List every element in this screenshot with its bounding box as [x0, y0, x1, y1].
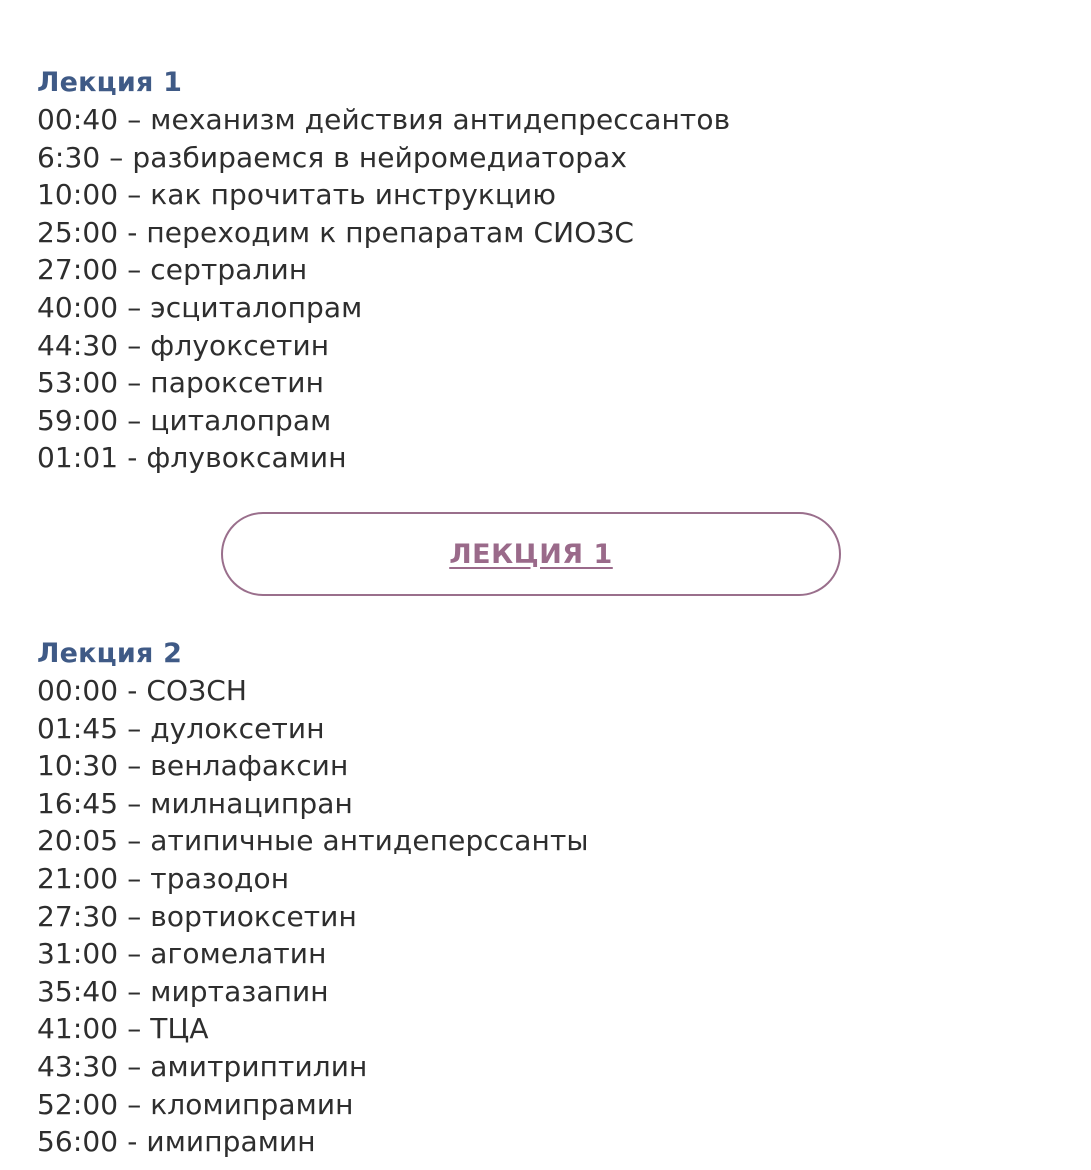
timecode-item: 40:00 – эсциталопрам — [37, 290, 363, 324]
timecode-item: 35:40 – миртазапин — [37, 974, 329, 1008]
timecode-item: 41:00 – ТЦА — [37, 1012, 209, 1046]
timecode-item: 52:00 – кломипрамин — [37, 1087, 354, 1121]
timecode-item: 01:45 – дулоксетин — [37, 711, 325, 745]
timecode-item: 27:00 – сертралин — [37, 253, 308, 287]
lecture-1-link-button[interactable] — [221, 512, 841, 596]
timecode-item: 43:30 – амитриптилин — [37, 1049, 368, 1083]
lecture-2-heading: Лекция 2 — [37, 638, 183, 669]
timecode-item: 21:00 – тразодон — [37, 861, 290, 895]
timecode-item: 31:00 – агомелатин — [37, 937, 327, 971]
timecode-item: 6:30 – разбираемся в нейромедиаторах — [37, 140, 628, 174]
timecode-item: 53:00 – пароксетин — [37, 366, 325, 400]
lecture-1-link-label: ЛЕКЦИЯ 1 — [449, 538, 613, 570]
timecode-item: 27:30 – вортиоксетин — [37, 899, 357, 933]
timecode-item: 44:30 – флуоксетин — [37, 328, 330, 362]
timecode-item: 25:00 - переходим к препаратам СИОЗС — [37, 215, 635, 249]
timecode-item: 56:00 - имипрамин — [37, 1125, 316, 1159]
lecture-1-section — [37, 64, 1037, 477]
timecode-item: 16:45 – милнаципран — [37, 786, 353, 820]
timecode-item: 59:00 – циталопрам — [37, 403, 332, 437]
timecode-item: 00:00 - СОЗСН — [37, 674, 248, 707]
lecture-1-heading: Лекция 1 — [37, 67, 183, 98]
timecode-item: 20:05 – атипичные антидеперссанты — [37, 824, 589, 858]
timecode-item: 10:00 – как прочитать инструкцию — [37, 178, 556, 212]
timecode-item: 01:01 - флувоксамин — [37, 441, 347, 475]
timecode-item: 10:30 – венлафаксин — [37, 749, 349, 783]
lecture-1-timecode-list — [37, 101, 1037, 477]
timecode-item: 00:40 – механизм действия антидепрессантов — [37, 103, 731, 136]
lecture-2-timecode-list — [37, 672, 1037, 1161]
lecture-2-section — [37, 635, 1037, 1161]
